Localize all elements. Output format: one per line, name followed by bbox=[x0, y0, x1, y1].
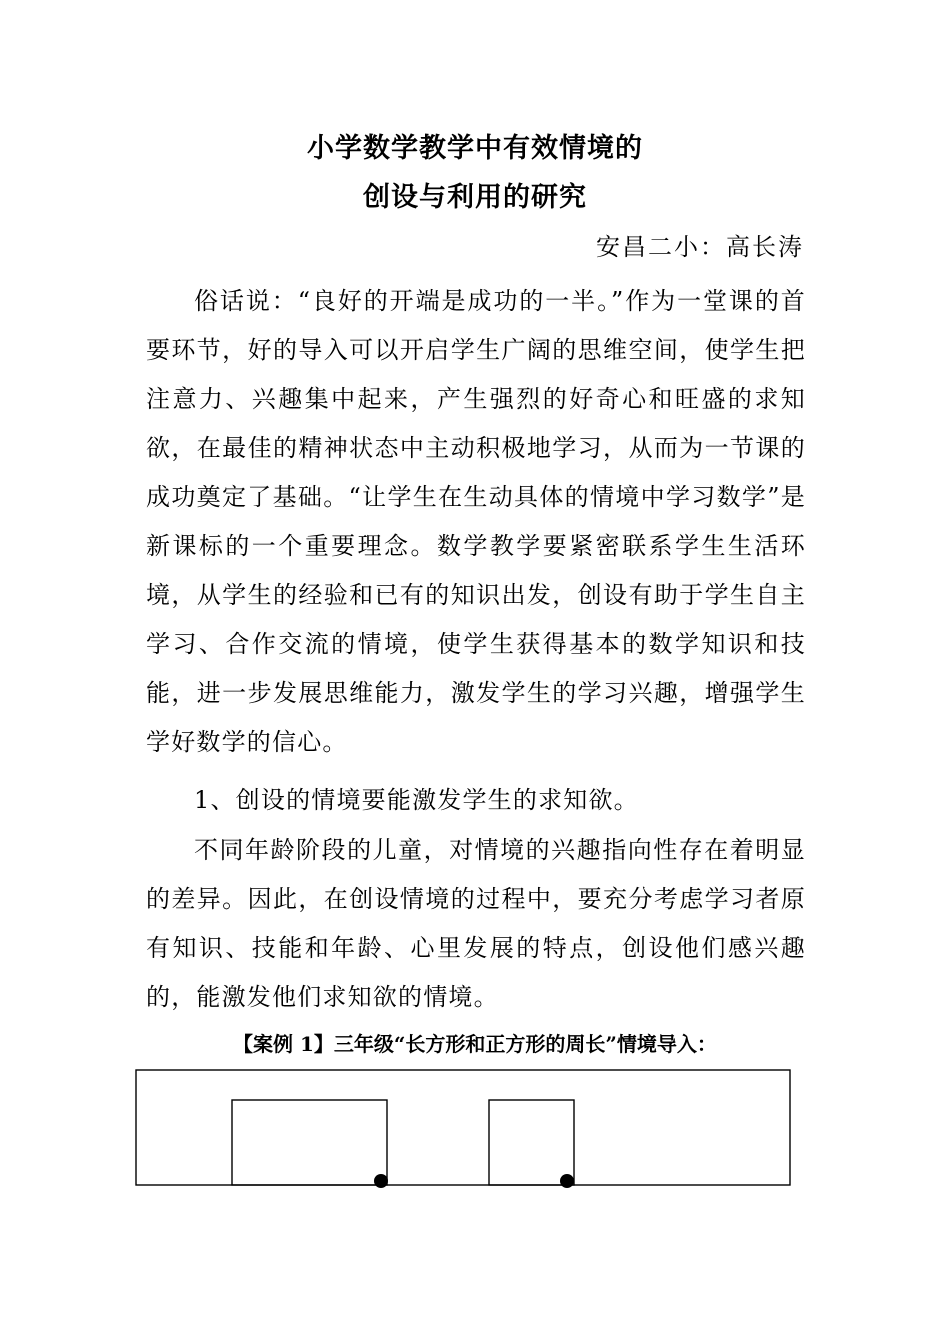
outer-frame bbox=[136, 1070, 790, 1185]
rectangle-shape bbox=[232, 1100, 387, 1185]
case-1-title: 【案例 1】三年级“长方形和正方形的周长”情境导入： bbox=[233, 1032, 717, 1056]
square-shape bbox=[489, 1100, 574, 1185]
start-dot-square bbox=[560, 1174, 574, 1188]
paragraph-section-1: 不同年龄阶段的儿童，对情境的兴趣指向性存在着明显的差异。因此，在创设情境的过程中，要充分考虑学习者原有知识、技能和年龄、心里发展的特点，创设他们感兴趣的，能激发他们求知欲的情境。 bbox=[146, 836, 806, 1011]
document-title-line-1: 小学数学教学中有效情境的 bbox=[307, 133, 643, 164]
document-title-line-2: 创设与利用的研究 bbox=[363, 182, 587, 213]
start-dot-rectangle bbox=[374, 1174, 388, 1188]
section-heading-1: 1、创设的情境要能激发学生的求知欲。 bbox=[194, 786, 639, 814]
author-line: 安昌二小：高长涛 bbox=[596, 233, 804, 261]
case-1-figure bbox=[134, 1068, 792, 1190]
paragraph-intro: 俗话说：“良好的开端是成功的一半。”作为一堂课的首要环节，好的导入可以开启学生广阔的思维空间，使学生把注意力、兴趣集中起来，产生强烈的好奇心和旺盛的求知欲，在最佳的精神状态中主动积极地学习，从而为一节课的成功奠定了基础。“让学生在生动具体的情境中学习数学”是新课标的一个重要理念。数学教学要紧密联系学生生活环境，从学生的经验和已有的知识出发，创设有助于学生自主学习、合作交流的情境，使学生获得基本的数学知识和技能，进一步发展思维能力，激发学生的学习兴趣，增强学生学好数学的信心。 bbox=[146, 287, 806, 756]
